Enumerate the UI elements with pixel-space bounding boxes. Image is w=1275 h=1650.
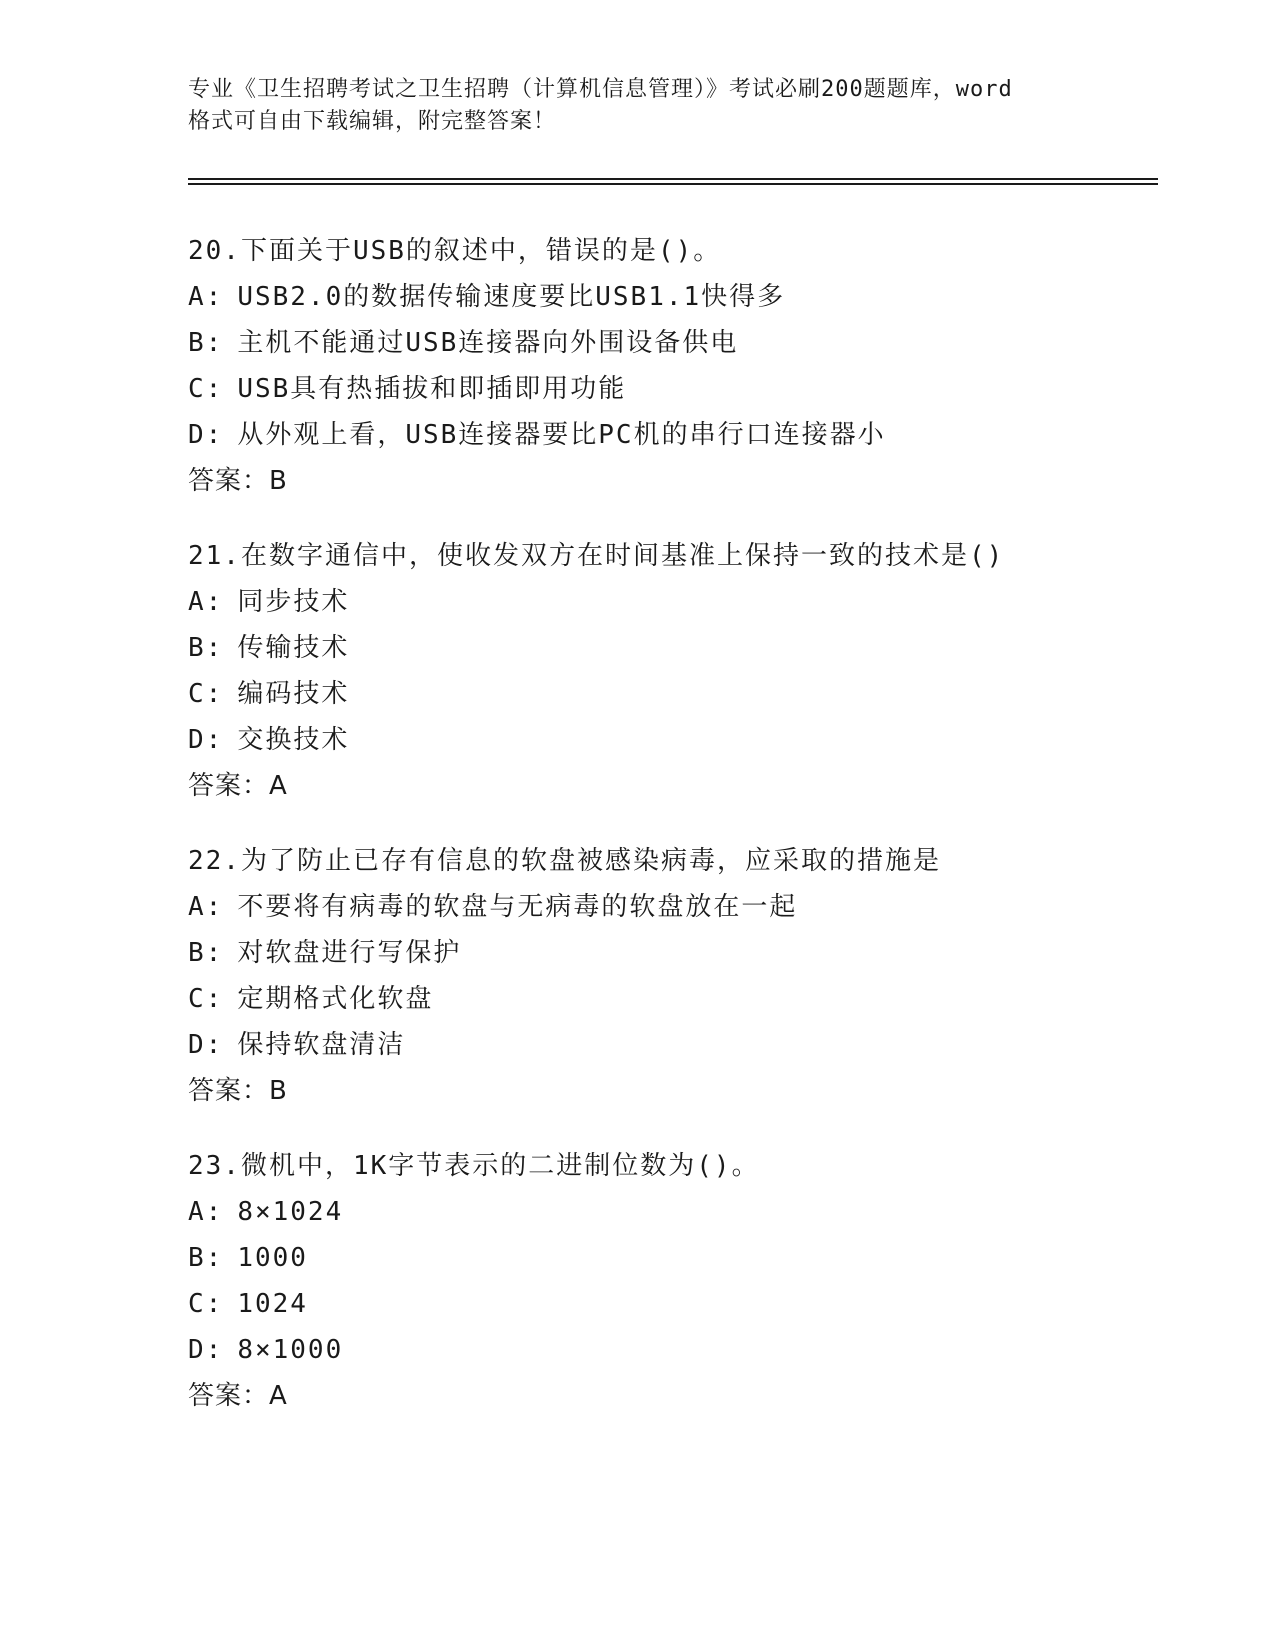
- option-text: 传输技术: [237, 633, 350, 663]
- option-text: 同步技术: [237, 587, 350, 617]
- option-b: [188, 320, 1148, 366]
- option-d: [188, 717, 1148, 763]
- option-b: [188, 1235, 1148, 1281]
- option-d: [188, 412, 1148, 458]
- option-letter: C:: [188, 374, 224, 404]
- answer-line: 答案：A: [188, 771, 288, 801]
- option-text: 定期格式化软盘: [237, 984, 434, 1014]
- option-c: [188, 1281, 1148, 1327]
- option-a: [188, 1189, 1148, 1235]
- option-letter: A:: [188, 587, 224, 617]
- option-letter: B:: [188, 633, 224, 663]
- option-a: [188, 579, 1148, 625]
- option-text: 编码技术: [237, 679, 350, 709]
- option-letter: D:: [188, 725, 224, 755]
- option-letter: D:: [188, 420, 224, 450]
- option-b: [188, 625, 1148, 671]
- option-letter: B:: [188, 328, 224, 358]
- option-text: 8×1024: [237, 1197, 344, 1227]
- option-text: 从外观上看，USB连接器要比PC机的串行口连接器小: [237, 420, 886, 450]
- answer-line: 答案：A: [188, 1381, 288, 1411]
- option-text: 1000: [237, 1243, 308, 1273]
- answer-line: 答案：B: [188, 466, 288, 496]
- question-block: [188, 228, 1148, 504]
- header-divider-top: [188, 178, 1158, 180]
- option-text: USB2.0的数据传输速度要比USB1.1快得多: [237, 282, 786, 312]
- question-stem: 20.下面关于USB的叙述中，错误的是()。: [188, 236, 722, 266]
- option-c: [188, 976, 1148, 1022]
- header-line-2: 格式可自由下载编辑，附完整答案！: [188, 109, 557, 134]
- answer-line: 答案：B: [188, 1076, 288, 1106]
- question-block: [188, 1143, 1148, 1419]
- option-d: [188, 1327, 1148, 1373]
- option-letter: A:: [188, 1197, 224, 1227]
- option-letter: C:: [188, 679, 224, 709]
- option-c: [188, 671, 1148, 717]
- document-header: [188, 74, 1088, 138]
- option-text: 1024: [237, 1289, 308, 1319]
- option-a: [188, 274, 1148, 320]
- question-block: [188, 838, 1148, 1114]
- option-letter: A:: [188, 282, 224, 312]
- option-text: USB具有热插拔和即插即用功能: [237, 374, 627, 404]
- option-letter: C:: [188, 1289, 224, 1319]
- option-letter: C:: [188, 984, 224, 1014]
- option-a: [188, 884, 1148, 930]
- option-c: [188, 366, 1148, 412]
- option-text: 主机不能通过USB连接器向外围设备供电: [237, 328, 739, 358]
- question-stem: 22.为了防止已存有信息的软盘被感染病毒，应采取的措施是: [188, 846, 941, 876]
- option-letter: B:: [188, 1243, 224, 1273]
- option-letter: D:: [188, 1335, 224, 1365]
- question-stem: 23.微机中，1K字节表示的二进制位数为()。: [188, 1151, 760, 1181]
- option-d: [188, 1022, 1148, 1068]
- option-letter: A:: [188, 892, 224, 922]
- option-b: [188, 930, 1148, 976]
- option-letter: D:: [188, 1030, 224, 1060]
- header-line-1: 专业《卫生招聘考试之卫生招聘（计算机信息管理）》考试必刷200题题库，word: [188, 77, 1013, 102]
- option-text: 不要将有病毒的软盘与无病毒的软盘放在一起: [237, 892, 798, 922]
- question-stem: 21.在数字通信中，使收发双方在时间基准上保持一致的技术是(): [188, 541, 1005, 571]
- option-text: 交换技术: [237, 725, 350, 755]
- option-letter: B:: [188, 938, 224, 968]
- option-text: 8×1000: [237, 1335, 344, 1365]
- option-text: 保持软盘清洁: [237, 1030, 406, 1060]
- header-divider-bottom: [188, 183, 1158, 185]
- option-text: 对软盘进行写保护: [237, 938, 462, 968]
- question-block: [188, 533, 1148, 809]
